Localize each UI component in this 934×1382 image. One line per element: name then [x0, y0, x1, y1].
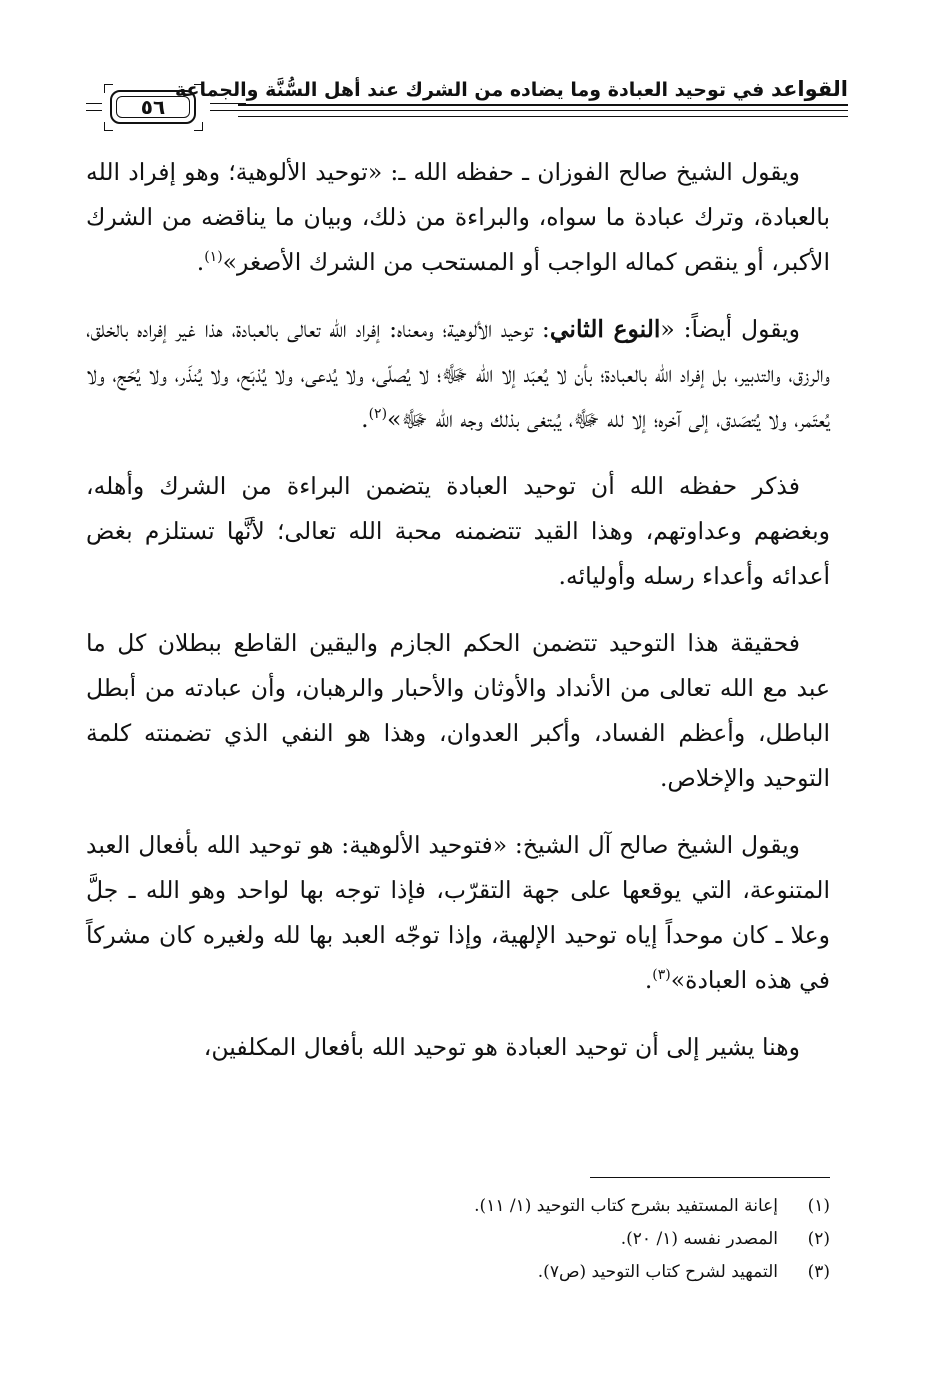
- footnote-ref: (٣): [652, 967, 671, 984]
- header-rule: [238, 104, 848, 106]
- footnote-number: (٣): [807, 1262, 830, 1282]
- paragraph-continuation: وهنا يشير إلى أن توحيد العبادة هو توحيد الله بأفعال المكلفين،: [203, 1033, 800, 1061]
- header-rule-thin: [238, 110, 848, 111]
- footnotes: [130, 1190, 830, 1289]
- bold-term: النوع الثاني: [549, 315, 661, 343]
- footnote-separator: [590, 1177, 830, 1178]
- header-rule-thin-2: [238, 116, 848, 117]
- page-number: ٥٦: [140, 95, 166, 119]
- page-number-badge: [100, 82, 210, 132]
- paragraph-second-type: [86, 307, 830, 442]
- main-text: [86, 150, 830, 1092]
- header-title-rest: في توحيد العبادة وما يضاده من الشرك عند أهل السُّنَّة والجماعة: [174, 79, 771, 101]
- header-title: [174, 76, 848, 103]
- footnote-ref: (١): [204, 249, 223, 266]
- footnote-number: (١): [807, 1196, 830, 1216]
- footnote-item: [130, 1223, 830, 1256]
- footnote-text: المصدر نفسه (١/ ٢٠).: [620, 1229, 778, 1249]
- header-brand: القواعد: [770, 77, 848, 101]
- paragraph-text: : توحيد الألوهية؛ ومعناه: إفراد الله تعالى بالعبادة، هذا غير إفراده بالخلق، والرزق، والتدبير، بل إفراد الله بالعبادة؛ بأن لا يُعبَد إلا الله ﷻ؛ لا يُصلّى، ولا يُدعى، ولا يُذبَح، ولا يُنذَر، ولا يُحَج، ولا يُعتَمر، ولا يُتصَدق، إلى آخره؛ إلا لله ﷻ، يُبتغى بذلك وجه الله ﷻ»: [86, 315, 830, 433]
- footnote-ref: (٢): [368, 406, 388, 423]
- paragraph-commentary: فذكر حفظه الله أن توحيد العبادة يتضمن البراءة من الشرك وأهله، وبغضهم وعداوتهم، وهذا القيد تتضمنه محبة الله تعالى؛ لأنَّها تستلزم بغض أعدائه وأعداء رسله وأوليائه.: [86, 472, 830, 590]
- paragraph-lead: ويقول أيضاً: «: [660, 315, 800, 343]
- footnote-item: [130, 1256, 830, 1289]
- paragraph-text: ويقول الشيخ صالح الفوزان ـ حفظه الله ـ: «توحيد الألوهية؛ وهو إفراد الله بالعبادة، وترك عبادة ما سواه، والبراءة من ذلك، وبيان ما يناقضه من الشرك الأكبر، أو ينقص كماله الواجب أو المستحب من الشرك الأصغر»: [86, 158, 830, 276]
- header-ornament-line: [210, 110, 246, 111]
- footnote-text: إعانة المستفيد بشرح كتاب التوحيد (١/ ١١).: [474, 1196, 778, 1216]
- paragraph-end: .: [196, 248, 205, 276]
- paragraph-al-sheikh-quote: [86, 823, 830, 1003]
- paragraph-end: .: [361, 405, 369, 433]
- footnote-number: (٢): [807, 1229, 830, 1249]
- paragraph-text: ويقول الشيخ صالح آل الشيخ: «فتوحيد الألوهية: هو توحيد الله بأفعال العبد المتنوعة، التي يوقعها على جهة التقرّب، فإذا توجه بها لواحد وهو الله ـ جلَّ وعلا ـ كان موحداً إياه توحيد الإلهية، وإذا توجّه العبد بها لله ولغيره كان مشركاً في هذه العبادة»: [86, 831, 830, 994]
- paragraph-end: .: [644, 966, 653, 994]
- paragraph-fawzan-quote: [86, 150, 830, 285]
- footnote-item: [130, 1190, 830, 1223]
- header-ornament-line: [210, 103, 246, 104]
- paragraph-reality: فحقيقة هذا التوحيد تتضمن الحكم الجازم واليقين القاطع ببطلان كل ما عبد مع الله تعالى من الأنداد والأوثان والأحبار والرهبان، وأن عبادته من أبطل الباطل، وأعظم الفساد، وأكبر العدوان، وهذا هو النفي الذي تضمنته كلمة التوحيد والإخلاص.: [86, 629, 830, 792]
- footnote-text: التمهيد لشرح كتاب التوحيد (ص٧).: [537, 1262, 778, 1282]
